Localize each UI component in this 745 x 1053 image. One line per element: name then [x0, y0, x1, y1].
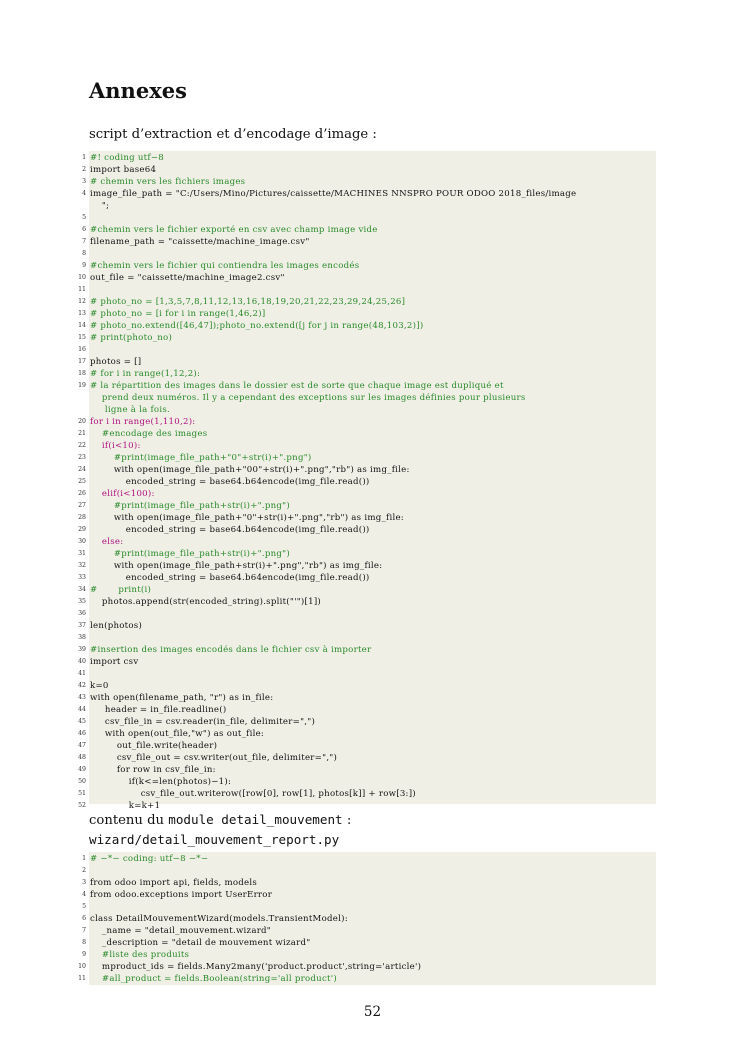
code-line — [78, 776, 656, 788]
code-line — [78, 656, 656, 668]
code-line — [89, 200, 656, 212]
code-line — [78, 272, 656, 284]
module-caption-colon: : — [342, 813, 352, 828]
code-text: csv_file_out.writerow([row[0], row[1], photos[k]] + row[3:]) — [90, 789, 416, 799]
code-line — [82, 925, 656, 937]
line-number: 19 — [78, 382, 86, 389]
code-line — [78, 548, 656, 560]
code-line — [78, 500, 656, 512]
line-number: 44 — [78, 706, 86, 713]
code-text: #chemin vers le fichier exporté en csv avec champ image vide — [90, 225, 378, 235]
line-number: 29 — [78, 526, 86, 533]
code-line — [78, 680, 656, 692]
line-number: 31 — [78, 550, 86, 557]
code-line — [82, 901, 656, 913]
code-line — [82, 889, 656, 901]
line-number: 7 — [82, 927, 86, 934]
code-line — [82, 212, 656, 224]
code-listing-extraction-script — [78, 151, 656, 811]
code-line — [78, 692, 656, 704]
code-text: out_file.write(header) — [90, 741, 218, 751]
line-number: 22 — [78, 442, 86, 449]
line-number: 15 — [78, 334, 86, 341]
code-text: #print(image_file_path+str(i)+".png") — [90, 501, 290, 511]
code-text: prend deux numéros. Il y a cependant des exceptions sur les images définies pour plusieurs — [90, 393, 526, 403]
code-text: if(k<=len(photos)−1): — [90, 777, 232, 787]
line-number: 28 — [78, 514, 86, 521]
line-number: 20 — [78, 418, 86, 425]
code-text: #chemin vers le fichier qui contiendra les images encodés — [90, 261, 360, 271]
code-text: # photo_no.extend([46,47]);photo_no.extend([j for j in range(48,103,2)]) — [90, 321, 424, 331]
line-number: 41 — [78, 670, 86, 677]
code-text: #all_product = fields.Boolean(string='all product') — [90, 974, 337, 984]
code-line — [78, 728, 656, 740]
code-text: class DetailMouvementWizard(models.TransientModel): — [90, 914, 348, 924]
code-line — [78, 452, 656, 464]
line-number: 1 — [82, 154, 86, 161]
line-number: 11 — [78, 286, 86, 293]
line-number: 34 — [78, 586, 86, 593]
code-line — [78, 512, 656, 524]
code-text: # la répartition des images dans le dossier est de sorte que chaque image est dupliqué et — [90, 381, 504, 391]
code-line — [78, 332, 656, 344]
code-text: mproduct_ids = fields.Many2many('product.product',string='article') — [90, 962, 422, 972]
code-line — [82, 949, 656, 961]
code-text: # print(photo_no) — [90, 333, 173, 343]
module-caption-prefix: contenu du — [89, 813, 169, 828]
line-number: 40 — [78, 658, 86, 665]
line-number: 18 — [78, 370, 86, 377]
line-number: 23 — [78, 454, 86, 461]
line-number: 8 — [82, 939, 86, 946]
module-caption-path: wizard/detail_mouvement_report.py — [89, 832, 340, 847]
code-line — [82, 164, 656, 176]
code-text: elif(i<100): — [90, 489, 155, 499]
code-line — [78, 740, 656, 752]
code-text: for row in csv_file_in: — [90, 765, 216, 775]
code-line — [78, 464, 656, 476]
code-line — [78, 476, 656, 488]
line-number: 32 — [78, 562, 86, 569]
line-number: 16 — [78, 346, 86, 353]
line-number: 3 — [82, 178, 86, 185]
code-line — [78, 356, 656, 368]
script-caption: script d’extraction et d’encodage d’image : — [89, 127, 377, 142]
code-line — [78, 416, 656, 428]
code-text: # print(i) — [90, 585, 152, 595]
code-line — [78, 344, 656, 356]
code-text: import base64 — [90, 165, 157, 175]
line-number: 39 — [78, 646, 86, 653]
code-line — [78, 716, 656, 728]
code-text: k=k+1 — [90, 801, 161, 811]
code-text: if(i<10): — [90, 441, 141, 451]
code-line — [78, 560, 656, 572]
code-text: encoded_string = base64.b64encode(img_file.read()) — [90, 477, 370, 487]
code-text: encoded_string = base64.b64encode(img_file.read()) — [90, 573, 370, 583]
line-number: 51 — [78, 790, 86, 797]
line-number: 38 — [78, 634, 86, 641]
code-line — [82, 236, 656, 248]
line-number: 13 — [78, 310, 86, 317]
code-line — [82, 877, 656, 889]
code-line — [78, 973, 656, 985]
page-number: 52 — [363, 1004, 382, 1020]
line-number: 10 — [78, 274, 86, 281]
code-line — [78, 644, 656, 656]
code-line — [82, 913, 656, 925]
code-text: image_file_path = "C:/Users/Mino/Pictures/caissette/MACHINES NNSPRO POUR ODOO 2018_files/image — [90, 189, 577, 199]
code-line — [78, 961, 656, 973]
code-line — [78, 284, 656, 296]
code-line — [89, 404, 656, 416]
line-number: 33 — [78, 574, 86, 581]
line-number: 10 — [78, 963, 86, 970]
code-text: with open(image_file_path+"00"+str(i)+".png","rb") as img_file: — [90, 465, 410, 475]
code-text: #encodage des images — [90, 429, 208, 439]
code-text: with open(image_file_path+"0"+str(i)+".png","rb") as img_file: — [90, 513, 404, 523]
line-number: 1 — [82, 855, 86, 862]
code-line — [82, 260, 656, 272]
code-line — [78, 788, 656, 800]
code-listing-wizard-module — [78, 852, 656, 985]
code-line — [78, 584, 656, 596]
code-line — [78, 608, 656, 620]
module-caption-module: module detail_mouvement — [168, 812, 343, 827]
line-number: 50 — [78, 778, 86, 785]
code-text: header = in_file.readline() — [90, 705, 227, 715]
code-line — [78, 428, 656, 440]
line-number: 37 — [78, 622, 86, 629]
line-number: 45 — [78, 718, 86, 725]
code-line — [89, 392, 656, 404]
code-text: with open(filename_path, "r") as in_file: — [90, 693, 274, 703]
line-number: 27 — [78, 502, 86, 509]
code-text: # for i in range(1,12,2): — [90, 369, 201, 379]
code-text: #! coding utf−8 — [90, 153, 164, 163]
code-line — [78, 296, 656, 308]
line-number: 12 — [78, 298, 86, 305]
code-text: encoded_string = base64.b64encode(img_file.read()) — [90, 525, 370, 535]
line-number: 4 — [82, 190, 86, 197]
code-line — [78, 572, 656, 584]
code-text: photos = [] — [90, 357, 142, 367]
code-text: _description = "detail de mouvement wizard" — [90, 938, 311, 948]
line-number: 42 — [78, 682, 86, 689]
line-number: 3 — [82, 879, 86, 886]
code-line — [82, 853, 656, 865]
code-text: #print(image_file_path+"0"+str(i)+".png") — [90, 453, 312, 463]
code-text: len(photos) — [90, 621, 143, 631]
code-line — [82, 248, 656, 260]
line-number: 49 — [78, 766, 86, 773]
code-text: #liste des produits — [90, 950, 190, 960]
line-number: 26 — [78, 490, 86, 497]
line-number: 2 — [82, 166, 86, 173]
code-line — [82, 188, 656, 200]
line-number: 43 — [78, 694, 86, 701]
code-line — [78, 632, 656, 644]
line-number: 48 — [78, 754, 86, 761]
code-text: from odoo.exceptions import UserError — [90, 890, 273, 900]
code-text: out_file = "caissette/machine_image2.csv" — [90, 273, 285, 283]
code-line — [78, 308, 656, 320]
code-text: _name = "detail_mouvement.wizard" — [90, 926, 272, 936]
code-text: k=0 — [90, 681, 109, 691]
line-number: 30 — [78, 538, 86, 545]
code-line — [78, 488, 656, 500]
module-caption — [89, 810, 351, 850]
code-text: # photo_no = [i for i in range(1,46,2)] — [90, 309, 266, 319]
code-line — [82, 176, 656, 188]
code-line — [82, 152, 656, 164]
line-number: 5 — [82, 903, 86, 910]
line-number: 17 — [78, 358, 86, 365]
code-line — [82, 224, 656, 236]
code-text: photos.append(str(encoded_string).split("'")[1]) — [90, 597, 322, 607]
code-line — [82, 937, 656, 949]
code-text: for i in range(1,110,2): — [90, 417, 196, 427]
code-line — [78, 320, 656, 332]
line-number: 47 — [78, 742, 86, 749]
code-line — [78, 596, 656, 608]
code-text: # photo_no = [1,3,5,7,8,11,12,13,16,18,19,20,21,22,23,29,24,25,26] — [90, 297, 406, 307]
code-text: # chemin vers les fichiers images — [90, 177, 246, 187]
code-line — [78, 752, 656, 764]
code-text: filename_path = "caissette/machine_image.csv" — [90, 237, 310, 247]
code-line — [78, 368, 656, 380]
code-line — [78, 668, 656, 680]
line-number: 52 — [78, 802, 86, 809]
line-number: 5 — [82, 214, 86, 221]
line-number: 7 — [82, 238, 86, 245]
code-text: else: — [90, 537, 124, 547]
code-text: csv_file_in = csv.reader(in_file, delimiter=",") — [90, 717, 316, 727]
code-text: csv_file_out = csv.writer(out_file, delimiter=",") — [90, 753, 338, 763]
line-number: 6 — [82, 226, 86, 233]
code-line — [78, 524, 656, 536]
code-text: with open(image_file_path+str(i)+".png","rb") as img_file: — [90, 561, 383, 571]
code-text: import csv — [90, 657, 139, 667]
code-text: "; — [90, 201, 110, 211]
line-number: 35 — [78, 598, 86, 605]
code-line — [78, 764, 656, 776]
code-text: from odoo import api, fields, models — [90, 878, 258, 888]
line-number: 6 — [82, 915, 86, 922]
code-line — [78, 440, 656, 452]
line-number: 24 — [78, 466, 86, 473]
line-number: 36 — [78, 610, 86, 617]
line-number: 9 — [82, 951, 86, 958]
line-number: 4 — [82, 891, 86, 898]
line-number: 2 — [82, 867, 86, 874]
code-text: #insertion des images encodés dans le fichier csv à importer — [90, 645, 372, 655]
code-text: ligne à la fois. — [90, 405, 170, 415]
line-number: 11 — [78, 975, 86, 982]
line-number: 46 — [78, 730, 86, 737]
code-line — [78, 380, 656, 392]
page-heading: Annexes — [89, 78, 187, 103]
code-text: # −*− coding: utf−8 −*− — [90, 854, 209, 864]
line-number: 14 — [78, 322, 86, 329]
line-number: 9 — [82, 262, 86, 269]
code-text: #print(image_file_path+str(i)+".png") — [90, 549, 290, 559]
line-number: 25 — [78, 478, 86, 485]
code-line — [78, 704, 656, 716]
code-line — [78, 536, 656, 548]
code-line — [82, 865, 656, 877]
code-line — [78, 620, 656, 632]
code-text: with open(out_file,"w") as out_file: — [90, 729, 265, 739]
line-number: 8 — [82, 250, 86, 257]
line-number: 21 — [78, 430, 86, 437]
